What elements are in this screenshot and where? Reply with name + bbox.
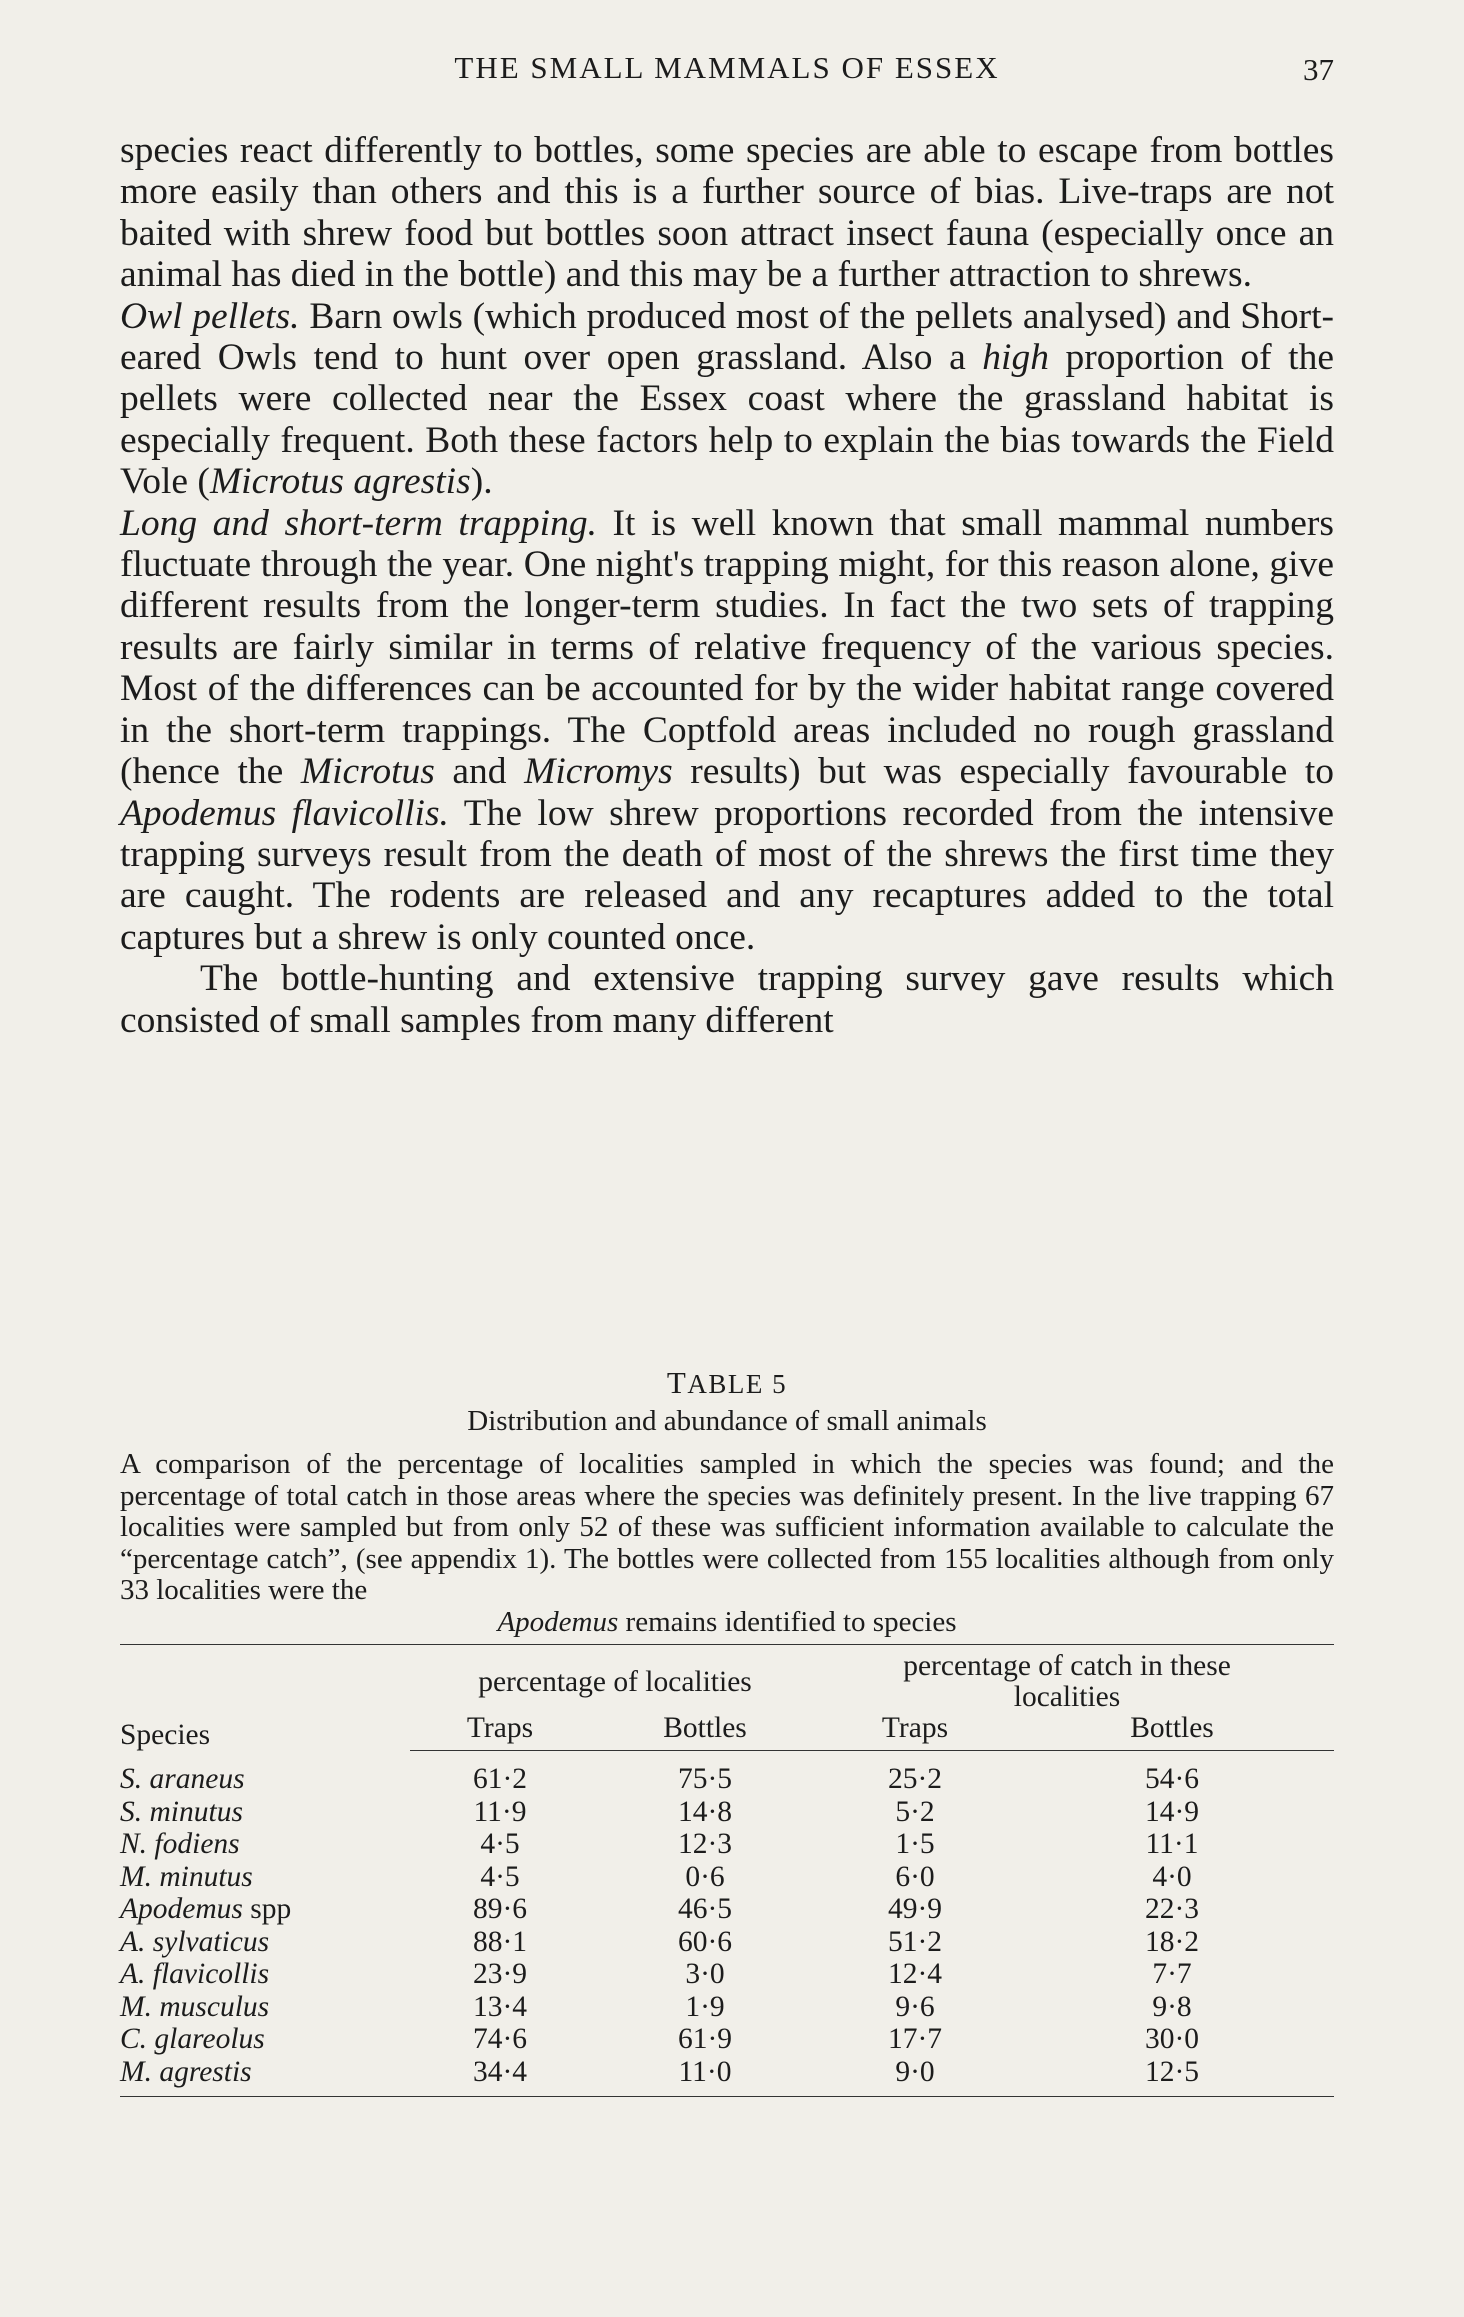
catch-group-header: percentage of catch in these localities [903, 1650, 1231, 1713]
cell-loc-traps: 23·9 [472, 1958, 528, 1990]
species-name: M. minutus [120, 1860, 253, 1893]
table-row [120, 1828, 1334, 1861]
cell-catch-traps: 1·5 [895, 1828, 935, 1860]
table-row [120, 1751, 1334, 1796]
cell-loc-traps: 4·5 [480, 1828, 520, 1860]
cell-loc-bottles: 46·5 [677, 1893, 733, 1925]
owl-pellets-heading: Owl pellets. [120, 295, 300, 337]
cell-loc-bottles: 3·0 [685, 1958, 725, 1990]
body-text [120, 130, 1334, 1041]
cell-catch-bottles: 7·7 [1152, 1958, 1192, 1990]
cell-catch-bottles: 4·0 [1152, 1860, 1192, 1893]
paragraph-bottle-hunting: The bottle-hunting and extensive trapping survey gave results which consisted of small samples from many different [120, 958, 1334, 1041]
cell-loc-bottles: 11·0 [590, 2056, 820, 2097]
species-column-header: Species [120, 1718, 211, 1751]
running-head [120, 50, 1334, 90]
cell-catch-traps: 25·2 [887, 1763, 943, 1795]
cell-catch-traps: 49·9 [887, 1893, 943, 1925]
paragraph-long-short-trapping: Long and short-term trapping. It is well known that small mammal numbers fluctuate through the year. One night's trapping might, for this reason alone, give different results from the longer-term studies. In fact the two sets of trapping results are fairly similar in terms of relative frequency of the various species. Most of the differences can be accounted for by the wider habitat range covered in the short-term trappings. The Coptfold areas included no rough grassland (hence the Microtus and Micromys results) but was especially favourable to Apodemus flavicollis. The low shrew proportions recorded from the intensive trapping surveys result from the death of most of the shrews the first time they are caught. The rodents are released and any recaptures added to the total captures but a shrew is only counted once. [120, 502, 1335, 958]
table-row [120, 1796, 1334, 1829]
cell-loc-traps: 74·6 [472, 2023, 528, 2055]
table-row [120, 1861, 1334, 1894]
cell-loc-bottles: 12·3 [677, 1828, 733, 1860]
table-row [120, 2056, 1334, 2097]
cell-catch-traps: 5·2 [895, 1795, 935, 1828]
cell-catch-bottles: 12·5 [1010, 2056, 1334, 2097]
cell-catch-bottles: 14·9 [1144, 1795, 1200, 1828]
cell-loc-bottles: 1·9 [685, 1990, 725, 2023]
table-label: TABLE 5 [666, 1365, 788, 1400]
bottles-column-header: Bottles [590, 1713, 820, 1751]
cell-loc-traps: 61·2 [472, 1763, 528, 1795]
cell-loc-bottles: 75·5 [677, 1763, 733, 1795]
cell-loc-bottles: 61·9 [677, 2023, 733, 2055]
paragraph-bottle-bias: species react differently to bottles, some species are able to escape from bottles more easily than others and this is a further source of bias. Live-traps are not baited with shrew food but bottles soon attract insect fauna (especially once an animal has died in the bottle) and this may be a further attraction to shrews. [120, 130, 1334, 296]
species-name: A. sylvaticus [120, 1925, 270, 1958]
table-caption: A comparison of the percentage of localities sampled in which the species was found; and the percentage of total catch in those areas where the species was definitely present. In the live trapping 67 localities were sampled but from only 52 of these was sufficient information available to calculate the “percentage catch”, (see appendix 1). The bottles were collected from 155 localities although from only 33 localities were the Apodemus remains identified to species [120, 1448, 1334, 1638]
table-row [120, 1926, 1334, 1959]
localities-group-header: percentage of localities [478, 1665, 752, 1698]
cell-loc-traps: 34·4 [410, 2056, 590, 2097]
cell-loc-traps: 89·6 [472, 1893, 528, 1925]
species-name: N. fodiens [120, 1828, 240, 1860]
table-row [120, 1893, 1334, 1926]
cell-loc-traps: 4·5 [480, 1860, 520, 1893]
cell-loc-traps: 88·1 [472, 1925, 528, 1958]
cell-catch-traps: 12·4 [887, 1958, 943, 1990]
species-name: A. flavicollis [120, 1958, 270, 1990]
species-name: C. glareolus [120, 2023, 265, 2055]
traps-column-header: Traps [820, 1713, 1010, 1751]
species-name: S. araneus [120, 1762, 245, 1795]
species-name: M. musculus [120, 1990, 270, 2023]
species-name: Apodemus spp [120, 1893, 292, 1925]
cell-catch-bottles: 54·6 [1144, 1763, 1200, 1795]
cell-loc-traps: 13·4 [472, 1990, 528, 2023]
page-number: 37 [1303, 52, 1334, 87]
paragraph-owl-pellets: Owl pellets. Barn owls (which produced most of the pellets analysed) and Short-eared Owls tend to hunt over open grassland. Also a high proportion of the pellets were collected near the Essex coast where the grassland habitat is especially frequent. Both these factors help to explain the bias towards the Field Vole (Microtus agrestis). [120, 295, 1334, 503]
cell-loc-traps: 11·9 [473, 1795, 527, 1828]
cell-catch-traps: 9·0 [820, 2056, 1010, 2097]
table-row [120, 1991, 1334, 2024]
cell-catch-bottles: 9·8 [1152, 1990, 1192, 2023]
cell-catch-bottles: 18·2 [1144, 1925, 1200, 1958]
traps-column-header: Traps [410, 1713, 590, 1751]
cell-loc-bottles: 60·6 [677, 1925, 733, 1958]
running-title: THE SMALL MAMMALS OF ESSEX [454, 50, 1000, 85]
table-title: Distribution and abundance of small animals [467, 1405, 987, 1437]
cell-loc-bottles: 0·6 [685, 1860, 725, 1893]
table-row [120, 1958, 1334, 1991]
cell-catch-bottles: 30·0 [1144, 2023, 1200, 2055]
bottles-column-header: Bottles [1010, 1713, 1334, 1751]
cell-catch-bottles: 11·1 [1145, 1828, 1199, 1860]
table-row [120, 2023, 1334, 2056]
cell-catch-traps: 51·2 [887, 1925, 943, 1958]
cell-catch-bottles: 22·3 [1144, 1893, 1200, 1925]
species-table [120, 1644, 1334, 2097]
trapping-heading: Long and short-term trapping. [120, 502, 597, 544]
species-name: S. minutus [120, 1795, 243, 1828]
cell-loc-bottles: 14·8 [677, 1795, 733, 1828]
cell-catch-traps: 9·6 [895, 1990, 935, 2023]
cell-catch-traps: 17·7 [887, 2023, 943, 2055]
species-name: M. agrestis [120, 2056, 410, 2097]
table-5 [120, 1366, 1334, 2097]
cell-catch-traps: 6·0 [895, 1860, 935, 1893]
